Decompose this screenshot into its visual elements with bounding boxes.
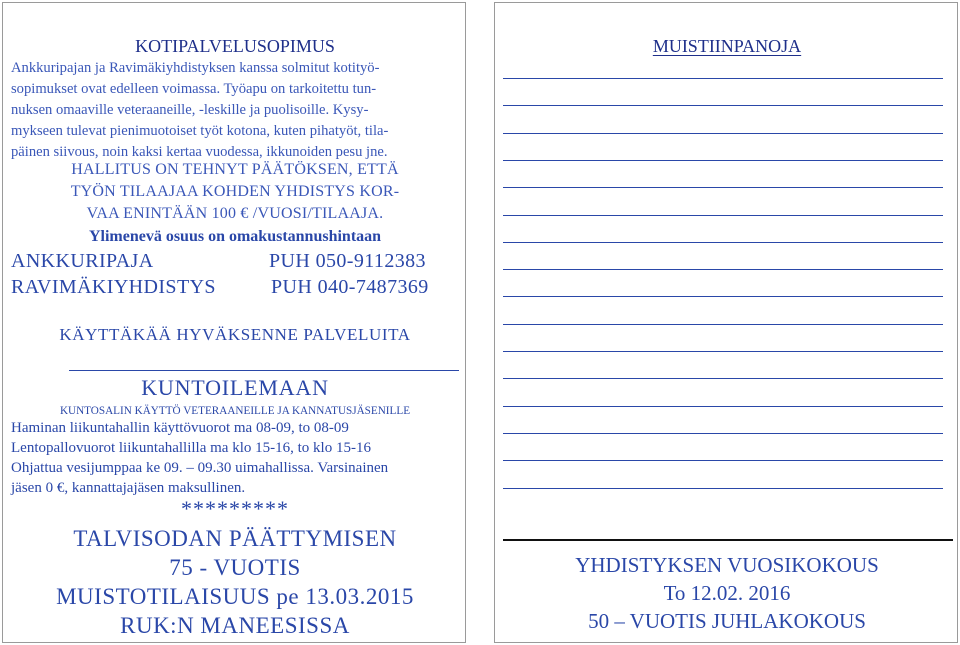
note-line: [503, 133, 943, 134]
meeting-line: 50 – VUOTIS JUHLAKOKOUS: [588, 609, 866, 633]
section-divider: [503, 539, 953, 541]
note-line: [503, 78, 943, 79]
gym-info-line: jäsen 0 €, kannattajajäsen maksullinen.: [11, 480, 246, 496]
right-panel: [494, 2, 958, 643]
contact-phone: PUH 050-9112383: [269, 250, 426, 272]
board-decision-line: HALLITUS ON TEHNYT PÄÄTÖKSEN, ETTÄ: [71, 161, 399, 178]
use-services-heading: KÄYTTÄKÄÄ HYVÄKSENNE PALVELUITA: [59, 325, 411, 344]
note-line: [503, 406, 943, 407]
note-line: [503, 187, 943, 188]
home-service-title: KOTIPALVELUSOPIMUS: [135, 36, 335, 56]
note-line: [503, 242, 943, 243]
body-text-line: sopimukset ovat edelleen voimassa. Työapu on tarkoitettu tun-: [11, 81, 377, 97]
gym-title: KUNTOILEMAAN: [141, 375, 329, 400]
meeting-line: To 12.02. 2016: [663, 581, 791, 605]
contact-name: ANKKURIPAJA: [11, 250, 154, 272]
note-line: [503, 296, 943, 297]
note-line: [503, 433, 943, 434]
gym-info-line: Ohjattua vesijumppaa ke 09. – 09.30 uimahallissa. Varsinainen: [11, 460, 389, 476]
body-text-line: päinen siivous, noin kaksi kertaa vuodessa, ikkunoiden pesu jne.: [11, 144, 388, 160]
note-line: [503, 215, 943, 216]
note-line: [503, 324, 943, 325]
left-panel: [2, 2, 466, 643]
contact-phone: PUH 040-7487369: [271, 276, 429, 298]
note-line: [503, 488, 943, 489]
note-line: [503, 460, 943, 461]
excess-cost-note: Ylimenevä osuus on omakustannushintaan: [88, 228, 382, 245]
event-title-line: RUK:N MANEESISSA: [120, 613, 350, 638]
body-text-line: mykseen tulevat pienimuotoiset työt kotona, kuten pihatyöt, tila-: [11, 123, 389, 139]
gym-info-line: Haminan liikuntahallin käyttövuorot ma 08-09, to 08-09: [11, 420, 349, 436]
meeting-line: YHDISTYKSEN VUOSIKOKOUS: [575, 553, 879, 577]
note-line: [503, 378, 943, 379]
note-line: [503, 105, 943, 106]
note-line: [503, 160, 943, 161]
notes-title: MUISTIINPANOJA: [652, 36, 802, 56]
event-title-line: TALVISODAN PÄÄTTYMISEN: [73, 526, 397, 551]
gym-info-line: Lentopallovuorot liikuntahallilla ma klo 15-16, to klo 15-16: [11, 440, 371, 456]
contact-name: RAVIMÄKIYHDISTYS: [11, 276, 216, 298]
gym-subtitle: KUNTOSALIN KÄYTTÖ VETERAANEILLE JA KANNATUSJÄSENILLE: [59, 405, 411, 417]
star-separator: *********: [181, 496, 289, 521]
event-title-line: 75 - VUOTIS: [169, 555, 301, 580]
note-line: [503, 269, 943, 270]
board-decision-line: TYÖN TILAAJAA KOHDEN YHDISTYS KOR-: [70, 183, 400, 200]
board-decision-line: VAA ENINTÄÄN 100 € /VUOSI/TILAAJA.: [86, 205, 384, 222]
body-text-line: Ankkuripajan ja Ravimäkiyhdistyksen kanssa solmitut kotityö-: [11, 60, 380, 76]
body-text-line: nuksen omaaville veteraaneille, -leskille ja puolisoille. Kysy-: [11, 102, 369, 118]
note-line: [503, 351, 943, 352]
event-title-line: MUISTOTILAISUUS pe 13.03.2015: [56, 584, 414, 609]
section-divider: [69, 370, 459, 371]
